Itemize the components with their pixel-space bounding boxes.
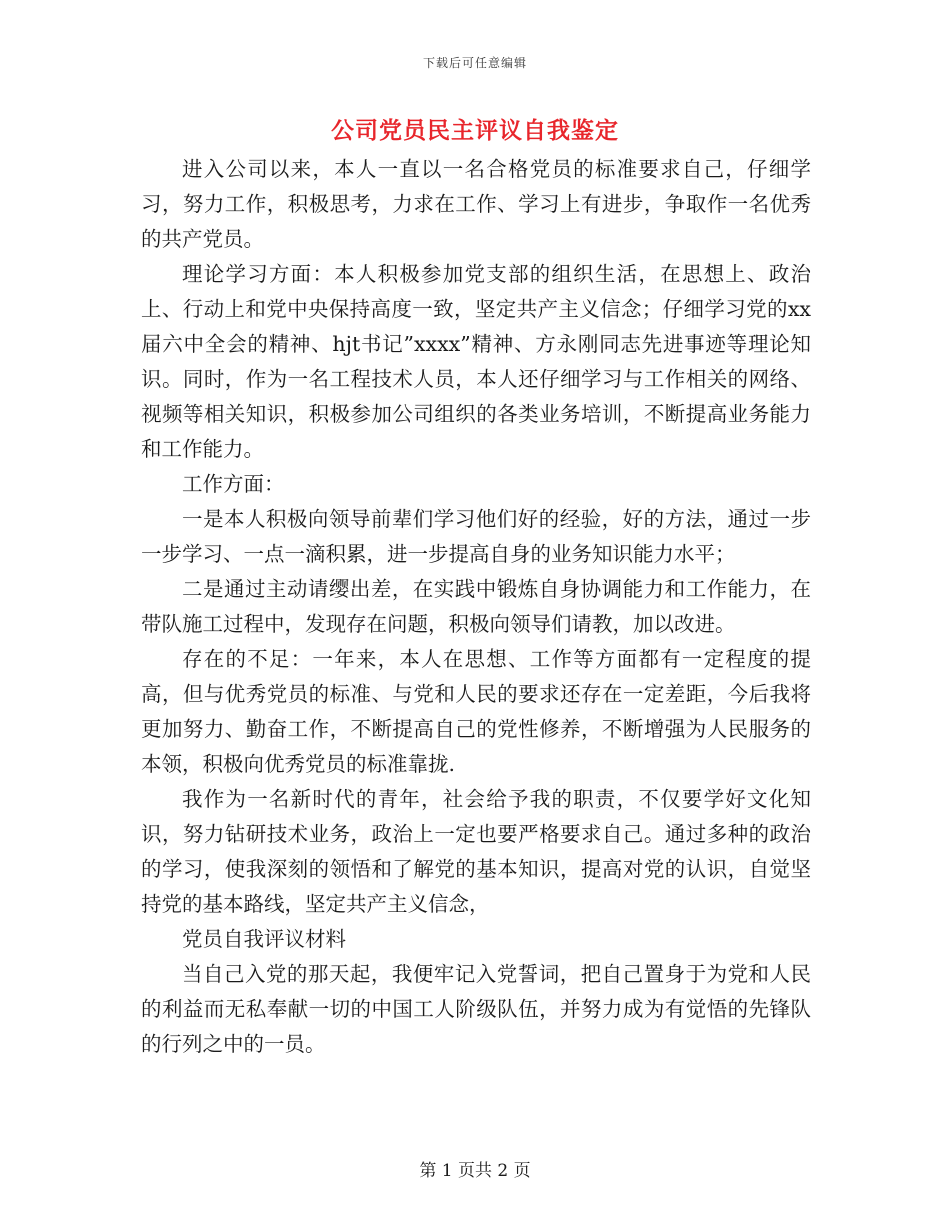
- paragraph-work-point-2: 二是通过主动请缨出差，在实践中锻炼自身协调能力和工作能力，在带队施工过程中，发现存在问题，积极向领导们请教，加以改进。: [141, 577, 811, 636]
- paragraph-intro: 进入公司以来，本人一直以一名合格党员的标准要求自己，仔细学习，努力工作，积极思考，力求在工作、学习上有进步，争取作一名优秀的共产党员。: [141, 157, 811, 251]
- header-note: 下载后可任意编辑: [422, 56, 527, 70]
- paragraph-work-point-1: 一是本人积极向领导前辈们学习他们好的经验，好的方法，通过一步一步学习、一点一滴积累，进一步提高自身的业务知识能力水平；: [141, 507, 811, 566]
- document-body: [141, 152, 811, 1062]
- paragraph-oath: 当自己入党的那天起，我便牢记入党誓词，把自己置身于为党和人民的利益而无私奉献一切的中国工人阶级队伍，并努力成为有觉悟的先锋队的行列之中的一员。: [141, 962, 811, 1056]
- document-title: 公司党员民主评议自我鉴定: [331, 117, 619, 144]
- paragraph-theory-study: 理论学习方面：本人积极参加党支部的组织生活，在思想上、政治上、行动上和党中央保持高度一致，坚定共产主义信念；仔细学习党的xx届六中全会的精神、hjt书记”xxxx”精神、方永刚同志先进事迹等理论知识。同时，作为一名工程技术人员，本人还仔细学习与工作相关的网络、视频等相关知识，积极参加公司组织的各类业务培训，不断提高业务能力和工作能力。: [141, 262, 811, 461]
- page-number: 第 1 页共 2 页: [419, 1161, 531, 1181]
- paragraph-youth: 我作为一名新时代的青年，社会给予我的职责，不仅要学好文化知识，努力钻研技术业务，政治上一定也要严格要求自己。通过多种的政治的学习，使我深刻的领悟和了解党的基本知识，提高对党的认识，自觉坚持党的基本路线，坚定共产主义信念，: [141, 787, 811, 916]
- paragraph-self-review-heading: 党员自我评议材料: [182, 927, 346, 951]
- paragraph-shortcomings: 存在的不足：一年来，本人在思想、工作等方面都有一定程度的提高，但与优秀党员的标准、与党和人民的要求还存在一定差距，今后我将更加努力、勤奋工作，不断提高自己的党性修养，不断增强为人民服务的本领，积极向优秀党员的标准靠拢.: [141, 647, 811, 776]
- paragraph-work-heading: 工作方面：: [182, 472, 285, 496]
